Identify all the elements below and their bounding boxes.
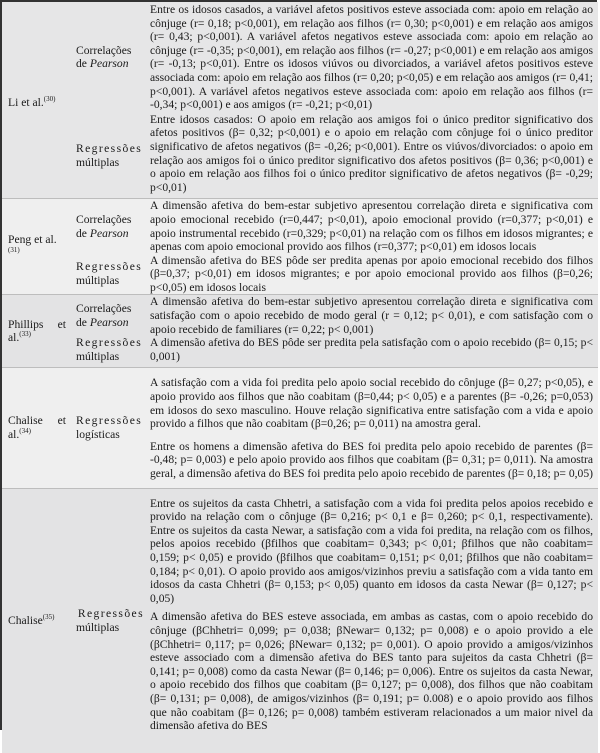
result-text: Entre idosos casados: O apoio em relação aos amigos foi o único preditor significativo dos afetos positivos (β= 0,32; p<0,001) e o apoio em relação com cônjuge foi o único preditor significativo de afetos negativos (β= -0,26; p<0,001). Entre os viúvos/divorciados: o apoio em relação aos amigos foi o único preditor significativo dos afetos positivos (β= 0,36; p<0,001) e o apoio em relação aos filhos foi o único preditor significativo de afetos negativos (β= -0,29; p<0,01)	[150, 112, 593, 194]
author-name: Li et al.	[8, 96, 44, 110]
result-text: A dimensão afetiva do BES pôde ser predita apenas por apoio emocional recebido dos filhos (β=0,37; p<0,01) em idosos migrantes; e por apoio emocional provido aos filhos (β=0,26; p<0,05) em idosos locais	[150, 253, 593, 294]
method-cell	[69, 199, 146, 254]
method-cell	[69, 254, 146, 295]
method-label: Regressões	[76, 414, 143, 428]
method-label-2: múltiplas	[76, 620, 120, 634]
table-row	[2, 488, 598, 753]
author-name: Chalise	[8, 613, 43, 627]
result-paragraph: A satisfação com a vida foi predita pelo apoio social recebido do cônjuge (β= 0,27; p<0,05), e apoio provido aos filhos que não coabitam (β=0,44; p< 0,05) e a parentes (β= -0,26; p=0,053) em idosos do sexo masculino. Houve relação significativa entre satisfação com a vida e apoio provido a filhos que não coabitam (β=0,26; p= 0,011) na amostra geral.	[150, 376, 593, 431]
author-name: Chalise	[8, 414, 43, 428]
table-row	[2, 295, 598, 336]
author-cell	[2, 199, 69, 295]
reference-number: (30)	[43, 95, 56, 104]
result-paragraph: A dimensão afetiva do BES esteve associada, em ambas as castas, com o apoio recebido do cônjuge (βChhetri= 0,099; p= 0,038; βNewar= 0,132; p= 0,008) e o apoio provido a ele (βChhetri= 0,117; p= 0,026; βNewar= 0,132; p= 0,001). O apoio provido a amigos/vizinhos esteve associado com a dimensão afetiva do BES tanto para sujeitos da casta Chhetri (β= 0,141; p= 0,008) como da casta Newar (β= 0,146; p= 0,006). Entre os sujeitos da casta Newar, o apoio recebido dos filhos que coabitam (β= 0,127; p= 0,008), dos filhos que não coabitam (β= 0,131; p= 0,008), de amigos/vizinhos (β= 0,191; p= 0.008) e o apoio provido aos filhos que não coabitam (β= 0,126; p= 0,008) também estiveram relacionados a um maior nivel da dimensão afetiva do BES	[150, 610, 593, 733]
result-text: A dimensão afetiva do bem-estar subjetivo apresentou correlação direta e significativa com apoio emocional recebido (r=0,447; p<0,01), apoio emocional provido (r=0,377; p<0,01) e apoio instrumental recebido (r=0,329; p<0,01) na relação com os filhos em idosos migrantes; e apenas com apoio emocional provido aos filhos (r=0,377; p<0,01) em idosos locais	[150, 199, 593, 254]
method-cell	[69, 368, 146, 488]
result-text: A dimensão afetiva do BES pôde ser predita pela satisfação com o apoio recebido (β= 0,15; p< 0,001)	[150, 336, 593, 363]
author-cell: Phillips et al.$^{(33)}$	[2, 295, 69, 368]
method-label-2: múltiplas	[76, 349, 120, 363]
author-cell: Chalise et al.$^{(34)}$	[2, 368, 69, 488]
table-row	[2, 336, 598, 368]
table-row	[2, 368, 598, 488]
reference-number: (34)	[19, 427, 31, 436]
result-paragraph: Entre os sujeitos da casta Chhetri, a satisfação com a vida foi predita pelos apoios recebido e provido na relação com o cônjuge (β= 0,216; p< 0,1 e β= 0,260; p< 0,1, respectivamente). Entre os sujeitos da casta Newar, a satisfação com a vida foi predita, na relação com os filhos, pelos apoios recebido (βfilhos que coabitam= 0,343; p< 0,01; βfilhos que não coabitam= 0,159; p< 0,05) e provido (βfilhos que coabitam= 0,151; p< 0,01; βfilhos que não coabitam= 0,184; p< 0,01). O apoio provido aos amigos/vizinhos previu a satisfação com a vida tanto em idosos da casta Chhetri (β= 0,153; p< 0,05) quanto em idosos da casta Newar (β= 0,127; p< 0,05)	[150, 496, 593, 605]
results-table	[2, 2, 598, 753]
table-row	[2, 199, 598, 254]
reference-number: (31)	[8, 245, 20, 254]
method-cell	[69, 336, 146, 368]
method-label: Regressões	[76, 141, 143, 155]
method-label: Regressões	[76, 260, 143, 274]
method-label-2: logísticas	[76, 428, 120, 442]
author-cell	[2, 488, 69, 753]
author-cell	[2, 2, 69, 199]
method-label-2: múltiplas	[76, 155, 120, 169]
method-cell	[69, 488, 146, 753]
result-cell	[146, 2, 598, 113]
table-row	[2, 2, 598, 113]
method-label: Correlações	[76, 43, 132, 57]
result-cell	[146, 113, 598, 199]
author-name: Peng et al.	[8, 233, 57, 247]
table-row	[2, 113, 598, 199]
method-label-2: múltiplas	[76, 274, 120, 288]
method-label-2: de Pearson	[76, 57, 129, 71]
result-cell	[146, 336, 598, 368]
result-cell	[146, 488, 598, 753]
author-name: Phillips	[8, 317, 44, 331]
result-cell	[146, 199, 598, 254]
result-text: A dimensão afetiva do bem-estar subjetivo apresentou correlação direta e significativa com satisfação com o apoio recebido de modo geral (r = 0,12; p< 0,01), e com satisfação com o apoio recebido de familiares (r= 0,22; p< 0,001)	[150, 295, 593, 336]
method-label-2: de Pearson	[76, 226, 129, 240]
result-cell	[146, 368, 598, 488]
result-cell	[146, 254, 598, 295]
method-cell	[69, 295, 146, 336]
method-label: Regressões	[76, 336, 143, 350]
reference-number: (35)	[42, 612, 55, 621]
reference-number: (33)	[19, 330, 31, 339]
result-text: Entre os idosos casados, a variável afetos positivos esteve associada com: apoio em relação ao cônjuge (r= 0,18; p<0,001), em relação aos filhos (r= 0,30; p<0,001) e em relação aos amigos (r= 0,43; p<0,001). A variável afetos negativos esteve associada com: apoio em relação ao cônjuge (r= -0,35; p<0,001), em relação aos filhos (r= -0,27; p<0,001) e em relação aos amigos (r= -0,13; p<0,01). Entre os idosos viúvos ou divorciados, a variável afetos positivos esteve associada com: apoio em relação aos filhos (r= 0,20; p<0,05) e em relação aos amigos (r= 0,41; p<0,001). A variável afetos negativos esteve associada com: apoio em relação aos filhos (r= -0,34; p<0,001) e aos amigos (r= -0,21; p<0,01)	[150, 3, 593, 112]
method-cell	[69, 2, 146, 113]
method-label: Regressões	[77, 607, 144, 621]
method-label: Correlações	[76, 302, 132, 316]
result-cell	[146, 295, 598, 336]
method-label-2: de Pearson	[76, 315, 129, 329]
method-label: Correlações	[76, 212, 132, 226]
method-cell	[69, 113, 146, 199]
table-row	[2, 254, 598, 295]
result-paragraph: Entre os homens a dimensão afetiva do BES foi predita pelo apoio recebido de parentes (β= -0,48; p= 0,003) e pelo apoio provido aos filhos que coabitam (β= 0,31; p= 0,011). Na amostra geral, a dimensão afetiva do BES foi predita pelo apoio recebido de parentes (β= 0,18; p= 0,05)	[150, 439, 593, 480]
